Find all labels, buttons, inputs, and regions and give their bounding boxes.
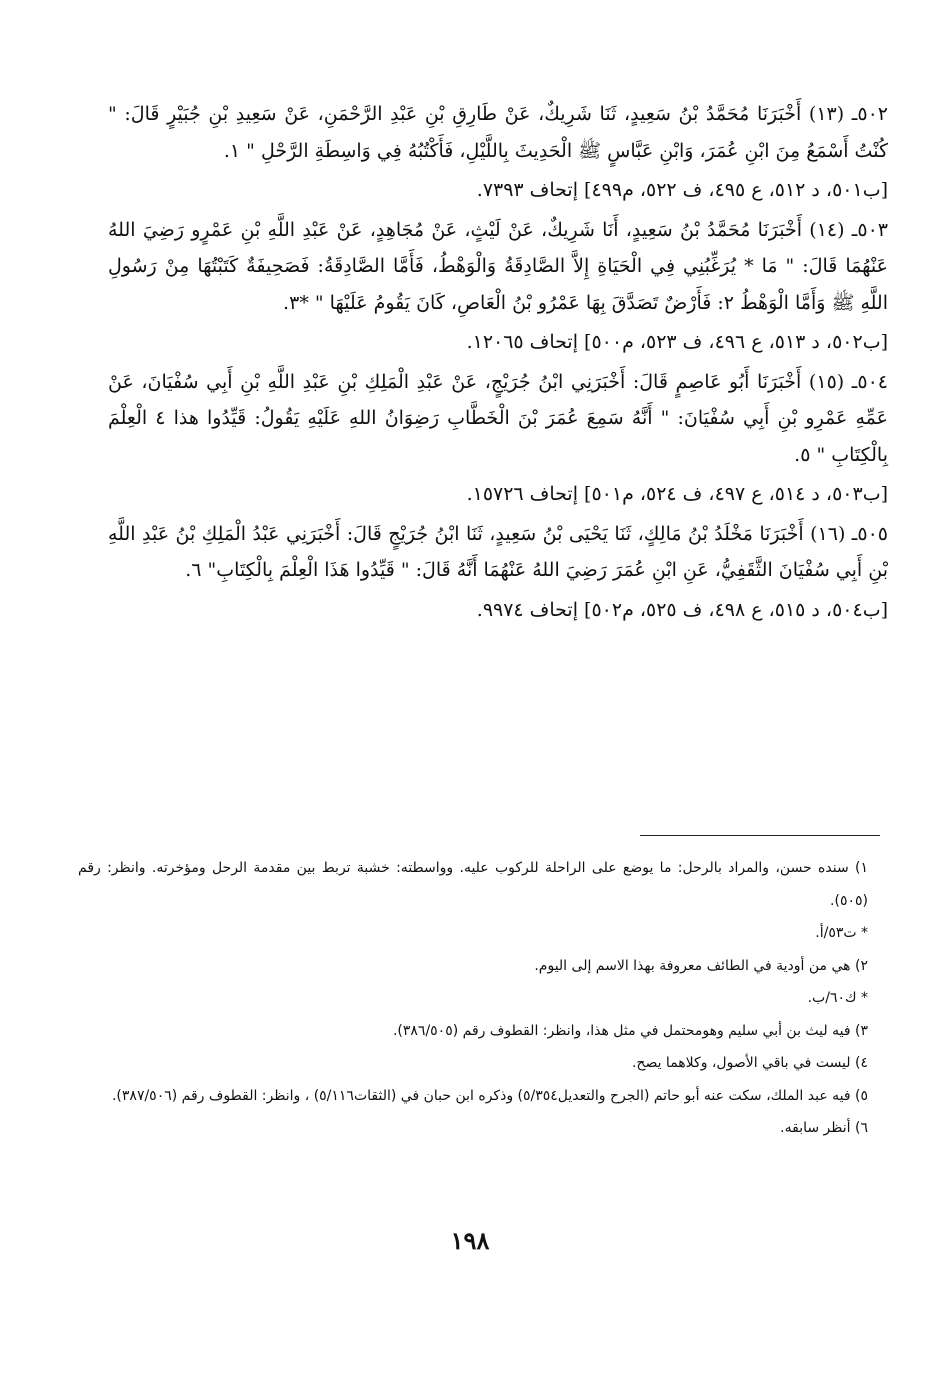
manuscript-marker: * ك٦٠/ب.	[807, 990, 868, 1006]
hadith-reference: [ب٥٠٣، د ٥١٤، ع ٤٩٧، ف ٥٢٤، م٥٠١] إتحاف ١٥٧٢٦.	[466, 483, 888, 505]
footnote-separator	[640, 835, 880, 836]
hadith-503	[108, 212, 888, 361]
hadith-504	[108, 364, 888, 513]
hadith-text: ٥٠٥ـ (١٦) أَخْبَرَنَا مَخْلَدُ بْنُ مَالِكٍ، ثَنَا يَحْيَى بْنُ سَعِيدٍ، ثَنَا ابْنُ جُرَيْجٍ قَالَ: أَخْبَرَنِي عَبْدُ الْمَلِكِ بْنُ عَبْدِ اللَّهِ بْنِ أَبِي سُفْيَانَ الثَّقَفِيُّ، عَنِ ابْنِ عُمَرَ رَضِيَ اللهُ عَنْهُمَا أَنَّهُ قَالَ: " قَيِّدُوا هَذَا الْعِلْمَ بِالْكِتَابِ" ٦.	[108, 522, 888, 581]
hadith-text: ٥٠٣ـ (١٤) أَخْبَرَنَا مُحَمَّدُ بْنُ سَعِيدٍ، أَنَا شَرِيكٌ، عَنْ لَيْثٍ، عَنْ مُجَاهِدٍ، عَنْ عَبْدِ اللَّهِ بْنِ عَمْرٍو رَضِيَ اللهُ عَنْهُمَا قَالَ: " مَا * يُرَغِّبُنِي فِي الْحَيَاةِ إِلاَّ الصَّادِقَةُ وَالْوَهْطُ، فَأَمَّا الصَّادِقَةُ: فَصَحِيفَةٌ كَتَبْتُهَا مِنْ رَسُولِ اللَّهِ ﷺ وَأَمَّا الْوَهْطُ ٢: فَأَرْضٌ تَصَدَّقَ بِهَا عَمْرُو بْنُ الْعَاصِ، كَانَ يَقُومُ عَلَيْهَا " *٣.	[108, 218, 889, 314]
hadith-reference: [ب٥٠١، د ٥١٢، ع ٤٩٥، ف ٥٢٢، م٤٩٩] إتحاف ٧٣٩٣.	[476, 179, 888, 201]
footnote-3: ٣) فيه ليث بن أبي سليم وهومحتمل في مثل هذا، وانظر: القطوف رقم (٣٨٦/٥٠٥).	[392, 1022, 868, 1039]
main-text	[108, 96, 888, 631]
hadith-reference: [ب٥٠٤، د ٥١٥، ع ٤٩٨، ف ٥٢٥، م٥٠٢] إتحاف ٩٩٧٤.	[476, 598, 888, 621]
footnote-1: ١) سنده حسن، والمراد بالرحل: ما يوضع على الراحلة للركوب عليه. وواسطته: خشبة تربط بين مقدمة الرحل ومؤخرته. وانظر: رقم (٥٠٥).	[78, 860, 868, 909]
hadith-505	[108, 516, 888, 629]
footnote-2: ٢) هي من أودية في الطائف معروفة بهذا الاسم إلى اليوم.	[534, 957, 868, 974]
footnote-5: ٥) فيه عبد الملك، سكت عنه أبو حاتم (الجرح والتعديل٥/٣٥٤) وذكره ابن حبان في (الثقات٥/١١٦) ، وانظر: القطوف رقم (٣٨٧/٥٠٦).	[111, 1087, 868, 1104]
manuscript-marker: * ت٥٣/أ.	[815, 925, 868, 941]
hadith-text: ٥٠٢ـ (١٣) أَخْبَرَنَا مُحَمَّدُ بْنُ سَعِيدٍ، ثَنَا شَرِيكٌ، عَنْ طَارِقِ بْنِ عَبْدِ الرَّحْمَنِ، عَنْ سَعِيدِ بْنِ جُبَيْرٍ قَالَ: " كُنْتُ أَسْمَعُ مِنَ ابْنِ عُمَرَ، وَابْنِ عَبَّاسٍ ﷺ الْحَدِيثَ بِاللَّيْلِ، فَأَكْتُبُهُ فِي وَاسِطَةِ الرَّحْلِ " ١.	[108, 103, 888, 162]
hadith-502	[108, 96, 888, 209]
hadith-text: ٥٠٤ـ (١٥) أَخْبَرَنَا أَبُو عَاصِمٍ قَالَ: أَخْبَرَنِي ابْنُ جُرَيْجٍ، عَنْ عَبْدِ الْمَلِكِ بْنِ عَبْدِ اللَّهِ بْنِ أَبِي سُفْيَانَ، عَنْ عَمِّهِ عَمْرِو بْنِ أَبِي سُفْيَانَ: " أَنَّهُ سَمِعَ عُمَرَ بْنَ الْخَطَّابِ رَضِوَانُ اللهِ عَلَيْهِ يَقُولُ: قَيِّدُوا هذا ٤ الْعِلْمَ بِالْكِتَابِ " ٥.	[108, 370, 888, 466]
footnotes	[78, 852, 868, 1145]
hadith-reference: [ب٥٠٢، د ٥١٣، ع ٤٩٦، ف ٥٢٣، م٥٠٠] إتحاف ١٢٠٦٥.	[466, 331, 888, 353]
footnote-6: ٦) أنظر سابقه.	[780, 1120, 868, 1136]
footnote-4: ٤) ليست في باقي الأصول، وكلاهما يصح.	[631, 1055, 868, 1071]
page-number: ١٩٨	[450, 1226, 490, 1255]
